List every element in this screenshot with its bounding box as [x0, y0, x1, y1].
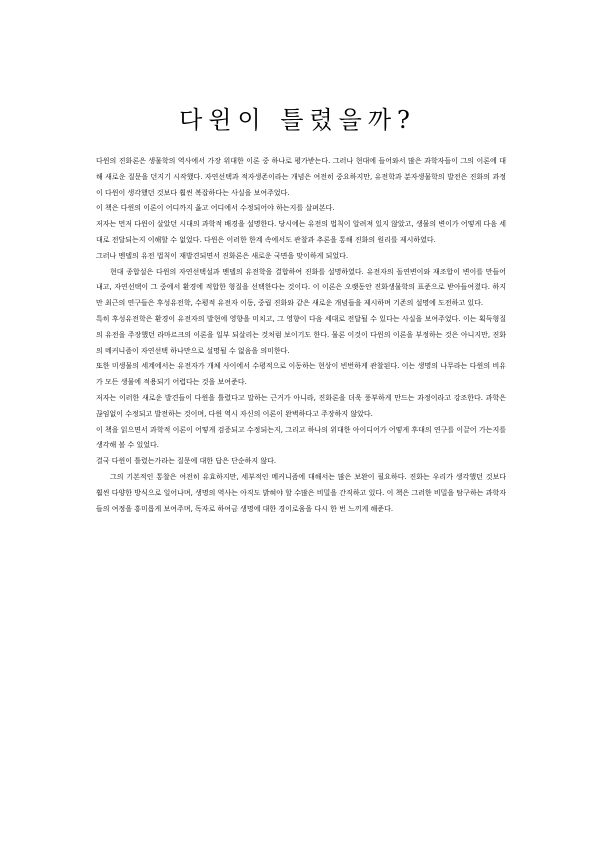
document-title: 다윈이 틀렸을까? [179, 106, 416, 134]
paragraph: 특히 후성유전학은 환경이 유전자의 발현에 영향을 미치고, 그 영향이 다음 세대로 전달될 수 있다는 사실을 보여주었다. 이는 획득형질의 유전을 주장했던 라마르크의 이론을 일부 되살리는 것처럼 보이기도 한다. 물론 이것이 다윈의 이론을 부정하는 것은 아니지만, 진화의 메커니즘이 자연선택 하나만으로 설명될 수 없음을 의미한다. [96, 314, 506, 355]
paragraph: 그의 기본적인 통찰은 여전히 유효하지만, 세부적인 메커니즘에 대해서는 많은 보완이 필요하다. 진화는 우리가 생각했던 것보다 훨씬 다양한 방식으로 일어나며, 생명의 역사는 아직도 밝혀야 할 수많은 비밀을 간직하고 있다. 이 책은 그러한 비밀을 탐구하는 과학자들의 여정을 흥미롭게 보여주며, 독자로 하여금 생명에 대한 경이로움을 다시 한 번 느끼게 해준다. [96, 472, 506, 513]
paragraph: 저자는 먼저 다윈이 살았던 시대의 과학적 배경을 설명한다. 당시에는 유전의 법칙이 알려져 있지 않았고, 생물의 변이가 어떻게 다음 세대로 전달되는지 이해할 수 없었다. 다윈은 이러한 한계 속에서도 관찰과 추론을 통해 진화의 원리를 제시하였다. [96, 220, 506, 244]
paragraph: 이 책은 다윈의 이론이 어디까지 옳고 어디에서 수정되어야 하는지를 살펴본다. [96, 204, 335, 213]
paragraph: 또한 미생물의 세계에서는 유전자가 개체 사이에서 수평적으로 이동하는 현상이 빈번하게 관찰된다. 이는 생명의 나무라는 다윈의 비유가 모든 생물에 적용되기 어렵다는 것을 보여준다. [96, 362, 506, 387]
paragraph: 저자는 이러한 새로운 발견들이 다윈을 틀렸다고 말하는 근거가 아니라, 진화론을 더욱 풍부하게 만드는 과정이라고 강조한다. 과학은 끊임없이 수정되고 발전하는 것이며, 다윈 역시 자신의 이론이 완벽하다고 주장하지 않았다. [96, 393, 506, 418]
paragraph: 다윈의 진화론은 생물학의 역사에서 가장 위대한 이론 중 하나로 평가받는다. 그러나 현대에 들어와서 많은 과학자들이 그의 이론에 대해 새로운 질문을 던지기 시작했다. 자연선택과 적자생존이라는 개념은 여전히 중요하지만, 유전학과 분자생물학의 발전은 진화의 과정이 다윈이 생각했던 것보다 훨씬 복잡하다는 사실을 보여주었다. [96, 157, 506, 197]
paragraph: 이 책을 읽으면서 과학적 이론이 어떻게 검증되고 수정되는지, 그리고 하나의 위대한 아이디어가 어떻게 후대의 연구를 이끌어 가는지를 생각해 볼 수 있었다. [96, 425, 506, 450]
paragraph: 결국 다윈이 틀렸는가라는 질문에 대한 답은 단순하지 않다. [96, 457, 277, 466]
paragraph: 그러나 멘델의 유전 법칙이 재발견되면서 진화론은 새로운 국면을 맞이하게 되었다. [96, 251, 349, 260]
document-body [96, 154, 506, 517]
paragraph: 현대 종합설은 다윈의 자연선택설과 멘델의 유전학을 결합하여 진화를 설명하였다. 유전자의 돌연변이와 재조합이 변이를 만들어내고, 자연선택이 그 중에서 환경에 적합한 형질을 선택한다는 것이다. 이 이론은 오랫동안 진화생물학의 표준으로 받아들여졌다. 하지만 최근의 연구들은 후성유전학, 수평적 유전자 이동, 중립 진화와 같은 새로운 개념들을 제시하며 기존의 설명에 도전하고 있다. [96, 267, 506, 308]
